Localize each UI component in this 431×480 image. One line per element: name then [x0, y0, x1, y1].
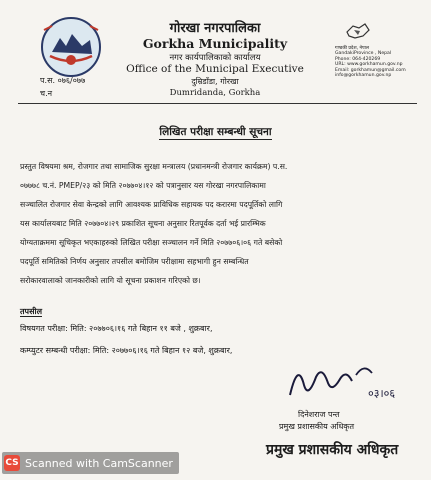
place-english: Dumridanda, Gorkha [169, 88, 261, 98]
contact-email: Email: gorkhamun@gmail.com [335, 67, 406, 73]
contact-phone: Phone: 064-420269 [335, 56, 381, 62]
contact-url: URL: www.gorkhamun.gov.np [335, 62, 403, 68]
nepal-map-icon [345, 16, 371, 44]
schedule-item-subject-exam: विषयगत परीक्षा: मिति: २०७७०६।१६ गते बिहान ११ बजे , शुक्रबार, [20, 324, 213, 333]
paragraph-line: ०७७७८ च.नं. PMEP/२३ को मिति २०७७०४।१२ को पत्रानुसार यस गोरखा नगरपालिकामा [20, 181, 266, 190]
dispatch-number: च.न [40, 89, 53, 98]
schedule-heading: तपसील [20, 307, 43, 316]
notice-title: लिखित परीक्षा सम्बन्धी सूचना [159, 126, 272, 138]
header-divider [18, 103, 417, 104]
watermark-text: Scanned with CamScanner [25, 456, 173, 470]
paragraph-line: प्रस्तुत विषयमा श्रम, रोजगार तथा सामाजिक सुरक्षा मन्त्रालय (प्रधानमन्त्री रोजगार कार्यक्रम) प.स. [20, 162, 288, 171]
contact-province-en: GandakiProvince , Nepal [335, 51, 392, 57]
paragraph-line: यस कार्यालयबाट मिति २०७७०४।२९ प्रकाशित सूचना अनुसार रितपूर्वक दर्ता भई प्रारम्भिक [20, 219, 266, 228]
contact-block [335, 46, 425, 78]
paragraph-line: योग्यताक्रममा सूचिकृत भएकाहरुको लिखित परीक्षा सञ्चालन गर्ने मिति २०७७०६।०६ गते बसेको [20, 238, 283, 247]
schedule-item-computer-exam: कम्प्युटर सम्बन्धी परीक्षा: मिति: २०७७०६।१६ गते बिहान १२ बजे, शुक्रबार, [20, 346, 233, 355]
municipality-name-nepali: गोरखा नगरपालिका [169, 21, 261, 36]
official-stamp: प्रमुख प्रशासकीय अधिकृत [266, 442, 399, 458]
reference-number: प.स. ०७६/०७७ [40, 76, 86, 85]
paragraph-line: सरोकारवालाको जानकारीको लागि यो सूचना प्रकाशन गरिएको छ। [20, 276, 201, 285]
municipality-name-english: Gorkha Municipality [142, 36, 288, 51]
signatory-name: दिनेशराज पन्त [298, 410, 340, 419]
paragraph-line: सञ्चालित रोजगार सेवा केन्द्रको लागि आवश्यक प्राविधिक सहायक पद करारमा पदपूर्तिको लागि [20, 200, 283, 209]
municipality-logo-icon [36, 16, 106, 78]
handwritten-signature [270, 355, 410, 405]
place-nepali: दुम्रिडाँडा, गोरखा [191, 77, 239, 86]
camscanner-logo-icon: CS [4, 455, 20, 471]
office-name-nepali: नगर कार्यपालिकाको कार्यालय [169, 53, 261, 63]
camscanner-watermark [2, 452, 179, 474]
paragraph-line: पदपूर्ति समितिको निर्णय अनुसार तपसील बमोजिम परीक्षामा सहभागी हुन सम्बन्धित [20, 257, 249, 266]
contact-province-np: गण्डकी प्रदेश, नेपाल [335, 46, 369, 51]
office-name-english: Office of the Municipal Executive [126, 63, 304, 75]
signatory-designation: प्रमुख प्रशासकीय अधिकृत [279, 422, 355, 431]
notice-paragraph [20, 157, 415, 290]
signature-date: ०३।०६ [368, 387, 396, 400]
contact-email-info: info@gorkhamun.gov.np [335, 73, 392, 79]
